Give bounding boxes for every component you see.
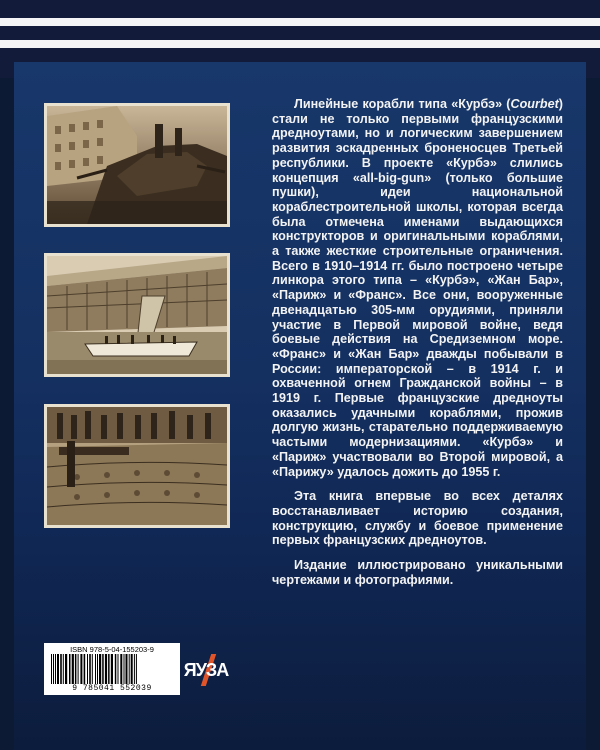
publisher-logo-text: ЯУЗА <box>183 659 229 680</box>
latin-ship-name: Courbet <box>510 97 559 111</box>
barcode-bar <box>131 654 133 684</box>
barcode-bar <box>105 654 107 684</box>
barcode-bar <box>108 654 110 684</box>
publisher-logo <box>184 652 228 688</box>
crew-on-deck-photo <box>44 404 230 528</box>
barcode-bar <box>120 654 122 684</box>
description-paragraph-2: Эта книга впервые во всех деталях восстанавливает историю создания, конструкцию, службу и боевое применение первых французских дредноутов. <box>272 489 563 548</box>
top-stripe-lower <box>0 40 600 48</box>
barcode-bar <box>57 654 59 684</box>
isbn-text: ISBN 978-5-04-155203-9 <box>70 645 154 654</box>
barcode-bars <box>49 654 175 684</box>
ship-with-launch-image <box>47 256 227 374</box>
barcode-bar <box>136 654 137 684</box>
barcode-bar <box>92 654 93 684</box>
top-stripe-upper <box>0 18 600 26</box>
description-text <box>272 97 563 592</box>
barcode-number: 9 785041 552039 <box>72 684 152 693</box>
barcode-bar <box>78 654 79 684</box>
barcode-bar <box>75 654 77 684</box>
ship-with-launch-photo <box>44 253 230 377</box>
barcode-bar <box>84 654 86 684</box>
description-paragraph-3: Издание иллюстрировано уникальными чертежами и фотографиями. <box>272 558 563 587</box>
barcode-bar <box>89 654 91 684</box>
barcode-bar <box>111 654 113 684</box>
barcode-bar <box>124 654 125 684</box>
barcode-bar <box>63 654 64 684</box>
barcode-bar <box>60 654 62 684</box>
barcode-bar <box>65 654 67 684</box>
barcode-bar <box>99 654 101 684</box>
isbn-barcode <box>44 643 180 695</box>
barcode-bar <box>51 654 52 684</box>
barcode-bar <box>95 654 96 684</box>
barcode-bar <box>129 654 130 684</box>
barcode-bar <box>69 654 71 684</box>
ship-in-dock-photo <box>44 103 230 227</box>
barcode-bar <box>72 654 74 684</box>
ship-in-dock-image <box>47 106 227 224</box>
barcode-bar <box>126 654 128 684</box>
barcode-bar <box>80 654 82 684</box>
barcode-bar <box>118 654 119 684</box>
barcode-bar <box>55 654 56 684</box>
barcode-bar <box>115 654 117 684</box>
description-paragraph-1: Линейные корабли типа «Курбэ» (Courbet) стали не только первыми французскими дредноутами, но и логическим завершением развития эскадренных броненосцев Третьей республики. В проекте «Курбэ» слились концепция «all-big-gun» (только большие пушки), идеи национальной кораблестроительной школы, которая всегда была отмечена именами выдающихся конструкторов и оригинальными кораблями, а также жесткие строительные ограничения. Всего в 1910–1914 гг. было построено четыре линкора этого типа – «Курбэ», «Жан Бар», «Париж» и «Франс». Все они, вооруженные двенадцатью 305-мм орудиями, приняли участие в Первой мировой войне, ведя боевые действия на Средиземном море. «Франс» и «Жан Бар» дважды побывали в России: императорской – в 1914 г. и охваченной огнем Гражданской войны – в 1919 г. Первые французские дредноуты оказались удачными кораблями, прожив долгую жизнь, старательно поддерживаемую частыми модернизациями. «Курбэ» и «Париж» участвовали во Второй мировой, а «Парижу» удалось дожить до 1955 г. <box>272 97 563 479</box>
barcode-bar <box>53 654 54 684</box>
crew-on-deck-image <box>47 407 227 525</box>
barcode-bar <box>134 654 135 684</box>
barcode-bar <box>87 654 88 684</box>
barcode-bar <box>97 654 98 684</box>
barcode-bar <box>102 654 104 684</box>
